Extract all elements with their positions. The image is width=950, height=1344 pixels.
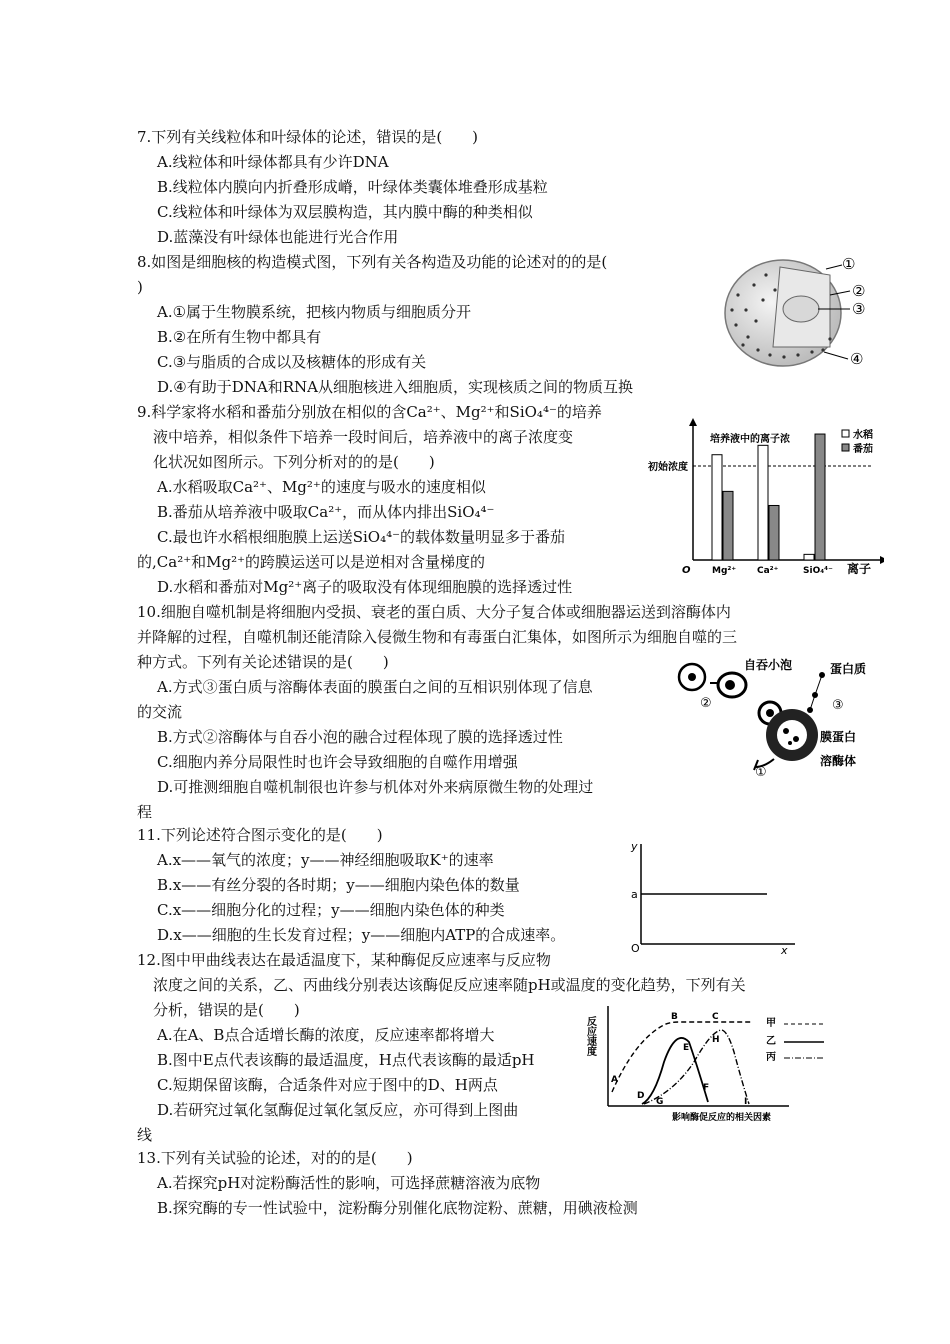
ion-concentration-chart (648, 418, 884, 580)
legend-bing: 丙 (766, 1052, 776, 1063)
q7-option-d: D.蓝藻没有叶绿体也能进行光合作用 (157, 228, 399, 246)
q10-option-d2: 程 (137, 803, 153, 821)
origin-label: O (682, 565, 691, 576)
x-axis-label: x (781, 944, 788, 956)
legend-swatch-tomato (842, 444, 849, 451)
q13-option-a: A.若探究pH对淀粉酶活性的影响，可选择蔗糖溶液为底物 (157, 1174, 541, 1192)
q9-stem-line2: 液中培养，相似条件下培养一段时间后，培养液中的离子浓度变 (153, 428, 574, 446)
initial-concentration-label: 初始浓度 (648, 462, 688, 473)
leader-4 (824, 352, 848, 359)
label-2: ② (852, 282, 866, 300)
q9-stem-line1: 9.科学家将水稻和番茄分别放在相似的含Ca²⁺、Mg²⁺和SiO₄⁴⁻的培养 (137, 403, 602, 421)
bar-rice-1 (758, 445, 768, 560)
chart-title: 培养液中的离子浓 (710, 434, 790, 445)
q7-stem: 7.下列有关线粒体和叶绿体的论述，错误的是( ) (137, 128, 479, 146)
autophagy-figure (672, 655, 892, 780)
q12-stem-line2: 浓度之间的关系，乙、丙曲线分别表达该酶促反应速率随pH或温度的变化趋势，下列有关 (153, 976, 746, 994)
q8-stem-line1: 8.如图是细胞核的构造模式图，下列有关各构造及功能的论述对的的是( (137, 253, 608, 271)
q11-stem: 11.下列论述符合图示变化的是( ) (137, 826, 383, 844)
legend-tomato: 番茄 (853, 444, 873, 455)
q10-option-a1: A.方式③蛋白质与溶酶体表面的膜蛋白之间的互相识别体现了信息 (157, 678, 593, 696)
q8-option-d: D.④有助于DNA和RNA从细胞核进入细胞质，实现核质之间的物质互换 (157, 378, 633, 396)
label-1: ① (842, 255, 856, 273)
q8-option-a: A.①属于生物膜系统，把核内物质与细胞质分开 (157, 303, 472, 321)
bar-tomato-1 (769, 505, 779, 560)
label-protein: 蛋白质 (830, 662, 867, 676)
bar-tomato-0 (723, 491, 733, 560)
q12-option-b: B.图中E点代表该酶的最适温度，H点代表该酶的最适pH (157, 1051, 535, 1069)
point-b: B (671, 1012, 678, 1022)
label-lysosome: 溶酶体 (820, 754, 857, 768)
curve-jia (612, 1022, 752, 1092)
q11-option-d: D.x——细胞的生长发育过程；y——细胞内ATP的合成速率。 (157, 926, 566, 944)
q11-option-a: A.x——氧气的浓度；y——神经细胞吸取K⁺的速率 (157, 851, 494, 869)
q9-option-c2: 的,Ca²⁺和Mg²⁺的跨膜运送可以是逆相对含量梯度的 (137, 553, 486, 571)
y-axis-label: y (631, 840, 638, 853)
origin-label: O (631, 942, 640, 955)
q9-stem-line3: 化状况如图所示。下列分析对的的是( ) (153, 453, 435, 471)
tick-sio4: SiO₄⁴⁻ (803, 566, 833, 576)
bar-rice-0 (712, 455, 722, 560)
point-h: H (712, 1035, 720, 1045)
tick-ca: Ca²⁺ (757, 566, 779, 576)
bar-tomato-2 (815, 434, 825, 560)
y-axis-label: 反应速度 (584, 1016, 596, 1056)
q10-option-b: B.方式②溶酶体与自吞小泡的融合过程体现了膜的选择透过性 (157, 728, 563, 746)
bar-rice-2 (804, 554, 814, 560)
y-axis-arrow (689, 418, 697, 426)
q9-option-c1: C.最也许水稻根细胞膜上运送SiO₄⁴⁻的载体数量明显多于番茄 (157, 528, 566, 546)
q9-option-b: B.番茄从培养液中吸取Ca²⁺，而从体内排出SiO₄⁴⁻ (157, 503, 495, 521)
enzyme-rate-graph (584, 1002, 834, 1124)
q10-stem-line2: 并降解的过程，自噬机制还能清除入侵微生物和有毒蛋白汇集体，如图所示为细胞自噬的三 (137, 628, 738, 646)
q7-option-a: A.线粒体和叶绿体都具有少许DNA (157, 153, 389, 171)
curve-yi (642, 1038, 708, 1104)
q9-option-d: D.水稻和番茄对Mg²⁺离子的吸取没有体现细胞膜的选择透过性 (157, 578, 573, 596)
q12-stem-line1: 12.图中甲曲线表达在最适温度下，某种酶促反应速率与反应物 (137, 951, 551, 969)
point-e: E (683, 1043, 690, 1053)
q8-stem-line2: ) (137, 278, 143, 296)
legend-jia: 甲 (766, 1018, 776, 1029)
leader-1 (826, 265, 842, 269)
q12-option-a: A.在A、B点合适增长酶的浓度，反应速率都将增大 (157, 1026, 495, 1044)
q13-stem: 13.下列有关试验的论述，对的的是( ) (137, 1149, 413, 1167)
point-d: D (637, 1091, 645, 1101)
q10-stem-line3: 种方式。下列有关论述错误的是( ) (137, 653, 389, 671)
label-membrane-protein: 膜蛋白 (820, 730, 857, 744)
legend-swatch-rice (842, 430, 849, 437)
point-c: C (712, 1012, 719, 1022)
label-way-2: ② (700, 696, 712, 711)
label-4: ④ (850, 350, 864, 368)
label-vesicle: 自吞小泡 (744, 658, 793, 672)
q8-option-b: B.②在所有生物中都具有 (157, 328, 322, 346)
q10-option-d1: D.可推测细胞自噬机制很也许参与机体对外来病原微生物的处理过 (157, 778, 594, 796)
lysosome-lumen (777, 720, 807, 750)
point-i: I (744, 1097, 748, 1107)
q9-option-a: A.水稻吸取Ca²⁺、Mg²⁺的速度与吸水的速度相似 (157, 478, 486, 496)
label-3: ③ (852, 300, 866, 318)
point-g: G (656, 1097, 664, 1107)
q11-option-c: C.x——细胞分化的过程；y——细胞内染色体的种类 (157, 901, 505, 919)
label-way-3: ③ (832, 698, 844, 713)
q10-stem-line1: 10.细胞自噬机制是将细胞内受损、衰老的蛋白质、大分子复合体或细胞器运送到溶酶体内 (137, 603, 731, 621)
x-axis-arrow (880, 556, 884, 564)
q13-option-b: B.探究酶的专一性试验中，淀粉酶分别催化底物淀粉、蔗糖，用碘液检测 (157, 1199, 638, 1217)
a-label: a (631, 888, 638, 901)
nucleus-figure (718, 255, 878, 375)
constant-line-graph (625, 836, 800, 956)
point-a: A (611, 1075, 618, 1085)
x-axis-label: 离子 (847, 562, 872, 576)
q10-option-c: C.细胞内养分局限性时也许会导致细胞的自噬作用增强 (157, 753, 518, 771)
legend-yi: 乙 (766, 1036, 776, 1047)
q8-option-c: C.③与脂质的合成以及核糖体的形成有关 (157, 353, 427, 371)
q12-option-c: C.短期保留该酶，合适条件对应于图中的D、H两点 (157, 1076, 498, 1094)
point-f: F (703, 1083, 710, 1093)
legend-rice: 水稻 (853, 430, 873, 441)
nucleolus (783, 296, 819, 322)
q12-option-d1: D.若研究过氧化氢酶促过氧化氢反应，亦可得到上图曲 (157, 1101, 519, 1119)
x-axis-label: 影响酶促反应的相关因素 (672, 1113, 772, 1123)
q10-option-a2: 的交流 (137, 703, 183, 721)
bars (712, 434, 825, 560)
q7-option-c: C.线粒体和叶绿体为双层膜构造，其内膜中酶的种类相似 (157, 203, 533, 221)
q12-stem-line3: 分析，错误的是( ) (153, 1001, 300, 1019)
tick-mg: Mg²⁺ (712, 566, 737, 576)
q11-option-b: B.x——有丝分裂的各时期；y——细胞内染色体的数量 (157, 876, 520, 894)
q12-option-d2: 线 (137, 1126, 153, 1144)
label-way-1: ① (755, 765, 767, 780)
q7-option-b: B.线粒体内膜向内折叠形成嵴，叶绿体类囊体堆叠形成基粒 (157, 178, 548, 196)
